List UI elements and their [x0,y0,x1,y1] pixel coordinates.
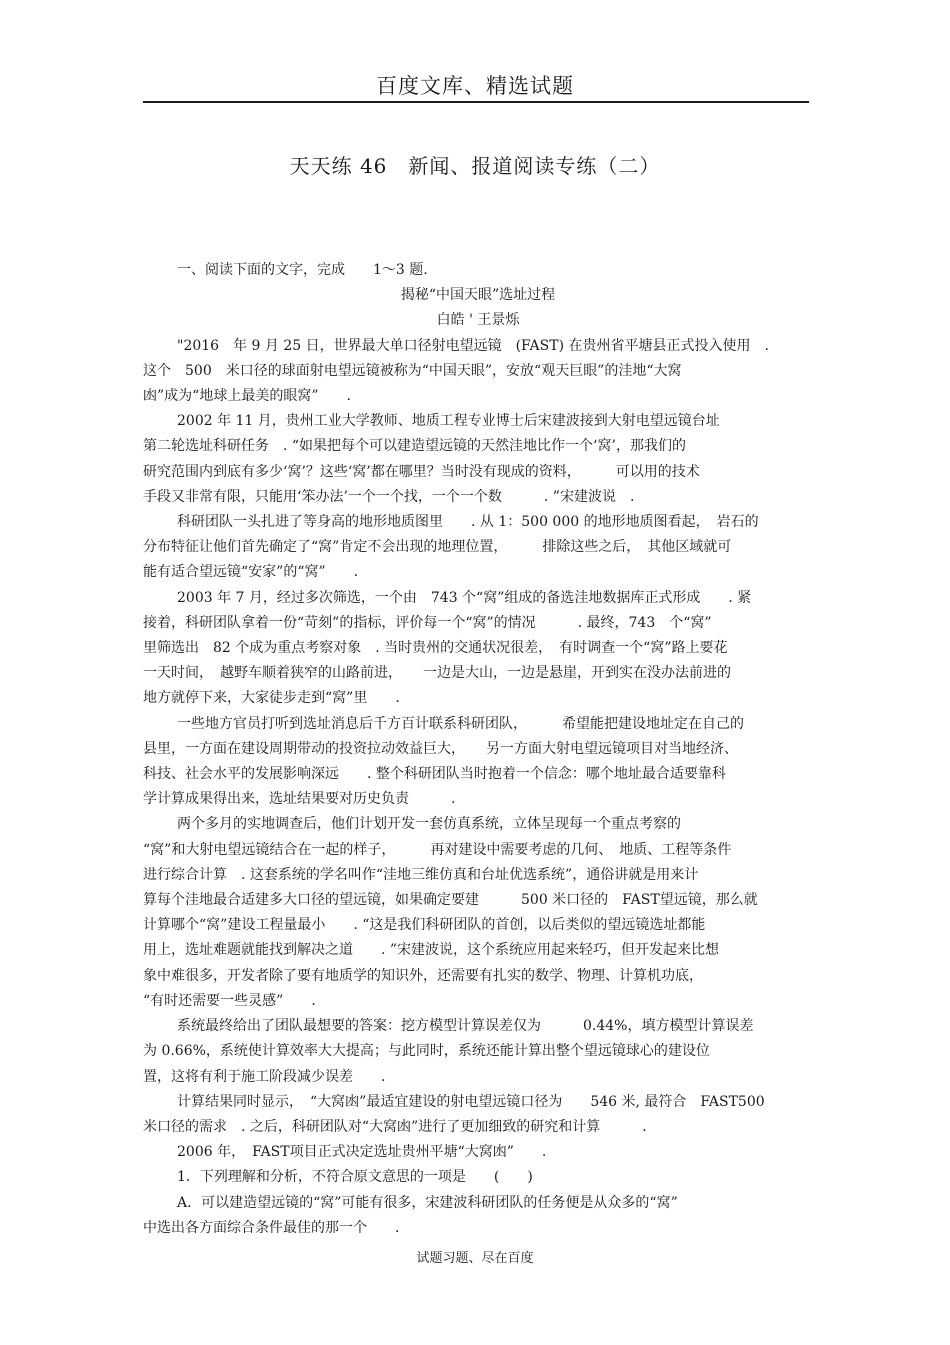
text-line: 米口径的需求 . 之后，科研团队对“大窝凼”进行了更加细致的研究和计算 . [143,1118,647,1135]
text-line: 第二轮选址科研任务 . “如果把每个可以建造望远镜的天然洼地比作一个‘窝’，那我们的 [143,438,686,455]
text-line: 2002 年 11 月，贵州工业大学教师、地质工程专业博士后宋建波接到大射电望远镜台址 [177,413,720,430]
text-line: 1．下列理解和分析，不符合原文意思的一项是 ( ) [177,1169,533,1186]
text-line: A．可以建造望远镜的“窝”可能有很多，宋建波科研团队的任务便是从众多的“窝” [177,1194,678,1211]
text-line: 揭秘“中国天眼”选址过程 [400,287,556,304]
text-line: 用上，选址难题就能找到解决之道 . ”宋建波说，这个系统应用起来轻巧，但开发起来比想 [143,942,720,959]
header-rule [143,101,809,103]
article-body [143,258,813,1241]
text-line: "2016 年 9 月 25 日，世界最大单口径射电望远镜 (FAST) 在贵州省平塘县正式投入使用 . [177,337,769,354]
text-line: 进行综合计算 . 这套系统的学名叫作“洼地三维仿真和台址优选系统”，通俗讲就是用来计 [143,866,699,883]
text-line: 分布特征让他们首先确定了“窝”肯定不会出现的地理位置， 排除这些之后， 其他区域就可 [143,539,732,556]
document-title: 天天练 46 新闻、报道阅读专练（二） [289,154,661,178]
page-footer: 试题习题、尽在百度 [416,1251,534,1266]
text-line: 2003 年 7 月，经过多次筛选，一个由 743 个“窝”组成的备选洼地数据库正式形成 . 紧 [177,589,752,606]
text-line: 系统最终给出了团队最想要的答案：挖方模型计算误差仅为 0.44%，填方模型计算误差 [177,1018,754,1035]
text-line: 科技、社会水平的发展影响深远 . 整个科研团队当时抱着一个信念：哪个地址最合适要靠科 [143,766,726,783]
text-line: 白皓 ' 王景烁 [436,312,520,329]
text-line: 这个 500 米口径的球面射电望远镜被称为“中国天眼”，安放“观天巨眼”的洼地“大窝 [143,362,682,379]
text-line: 一天时间， 越野车顺着狭窄的山路前进， 一边是大山，一边是悬崖，开到实在没办法前进的 [143,665,731,682]
text-line: “窝”和大射电望远镜结合在一起的样子， 再对建设中需要考虑的几何、 地质、工程等条件 [143,841,732,858]
text-line: 计算哪个“窝”建设工程量最小 . “这是我们科研团队的首创，以后类似的望远镜选址都能 [143,917,706,934]
text-line: 一、阅读下面的文字，完成 1～3 题. [177,262,428,278]
text-line: 凼”成为“地球上最美的眼窝” . [143,388,351,405]
text-line: 县里，一方面在建设周期带动的投资拉动效益巨大， 另一方面大射电望远镜项目对当地经济、 [143,740,738,757]
page-header-title: 百度文库、精选试题 [376,74,574,98]
text-line: 研究范围内到底有多少‘窝’？这些‘窝’都在哪里？当时没有现成的资料， 可以用的技术 [143,463,700,480]
text-line: 接着，科研团队拿着一份“苛刻”的指标，评价每一个“窝”的情况 . 最终，743 个“窝” [143,614,712,631]
text-line: 算每个洼地最合适建多大口径的望远镜，如果确定要建 500 米口径的 FAST望远镜，那么就 [143,892,758,909]
text-line: 计算结果同时显示， “大窝凼”最适宜建设的射电望远镜口径为 546 米, 最符合 FAST500 [177,1093,765,1110]
text-line: 地方就停下来，大家徒步走到“窝”里 . [143,690,400,707]
text-line: 里筛选出 82 个成为重点考察对象 . 当时贵州的交通状况很差， 有时调查一个“窝”路上要花 [143,640,728,657]
text-line: 手段又非常有限，只能用‘笨办法’一个一个找，一个一个数 . ”宋建波说 . [143,488,635,505]
text-line: 学计算成果得出来，选址结果要对历史负责 . [143,791,456,808]
text-line: 科研团队一头扎进了等身高的地形地质图里 . 从 1：500 000 的地形地质图看起， 岩石的 [177,514,759,531]
text-line: 两个多月的实地调查后，他们计划开发一套仿真系统，立体呈现每一个重点考察的 [177,816,681,833]
text-line: 中选出各方面综合条件最佳的那一个 . [143,1219,400,1236]
text-line: 象中难很多，开发者除了要有地质学的知识外，还需要有扎实的数学、物理、计算机功底， [143,967,703,984]
text-line: 一些地方官员打听到选址消息后千方百计联系科研团队， 希望能把建设地址定在自己的 [177,715,744,732]
text-line: 2006 年， FAST项目正式决定选址贵州平塘“大窝凼” . [177,1144,547,1161]
text-line: 能有适合望远镜“安家”的“窝” . [143,564,359,581]
text-line: 为 0.66%，系统使计算效率大大提高；与此同时，系统还能计算出整个望远镜球心的建设位 [143,1043,710,1060]
text-line: “有时还需要一些灵感” . [143,992,316,1009]
text-line: 置，这将有利于施工阶段减少误差 . [143,1068,386,1085]
